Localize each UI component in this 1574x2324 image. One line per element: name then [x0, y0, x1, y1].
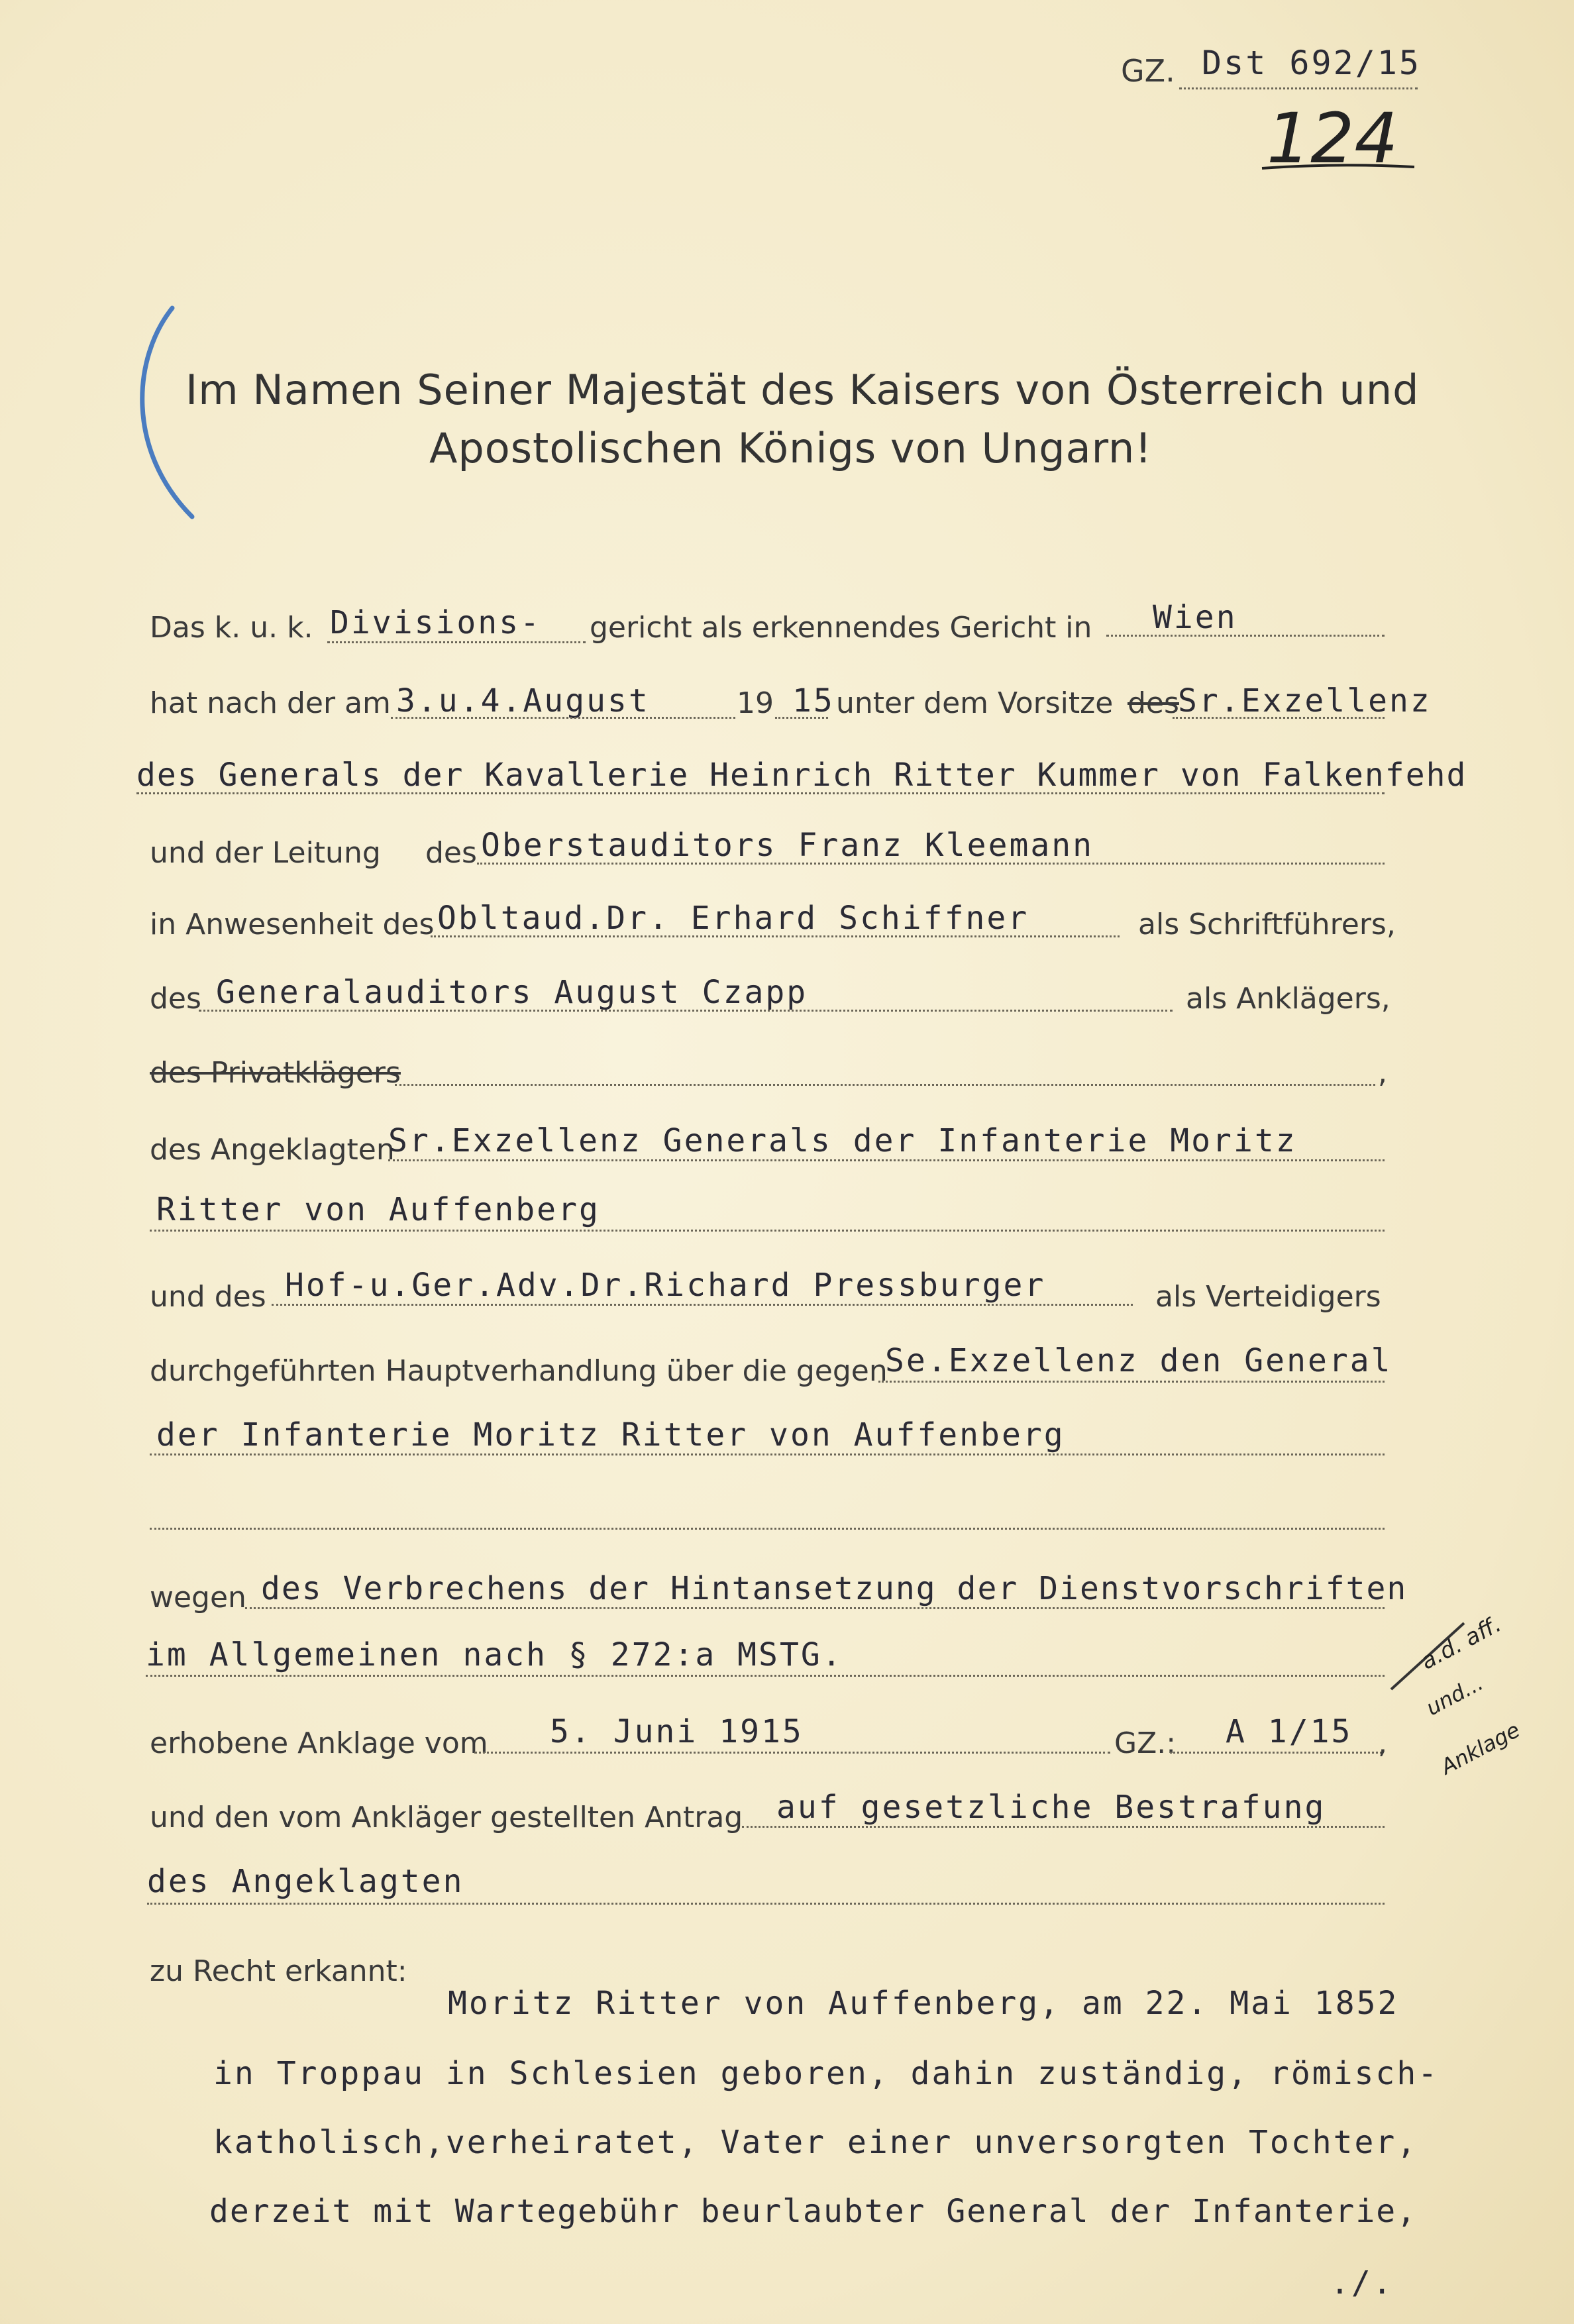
defense-name: Hof-u.Ger.Adv.Dr.Richard Pressburger: [285, 1267, 1046, 1304]
lead-line: [477, 863, 1385, 865]
motion-text: auf gesetzliche Bestrafung: [776, 1789, 1326, 1826]
trial-defendant: der Infanterie Moritz Ritter von Auffenberg: [156, 1416, 1065, 1453]
private-plaintiff-line: [395, 1084, 1375, 1086]
court-type: Divisions-: [330, 604, 541, 641]
motion-line: [742, 1826, 1385, 1828]
hearing-date-line: [391, 717, 735, 719]
gz-label: GZ.: [1121, 53, 1175, 89]
verdict-line-3: katholisch,verheiratet, Vater einer unversorgten Tochter,: [213, 2124, 1418, 2161]
defendant-prefix: des Angeklagten: [150, 1133, 395, 1167]
folio-underline: [1259, 162, 1418, 175]
trial-defendant-line: [150, 1453, 1385, 1455]
indictment-gz-label: GZ.:: [1114, 1726, 1177, 1760]
court-prefix: Das k. u. k.: [150, 611, 313, 645]
court-city-line: [1106, 635, 1385, 637]
indictment-gz-line: [1170, 1752, 1382, 1754]
trial-prefix: durchgeführten Hauptverhandlung über die gegen: [150, 1354, 888, 1388]
hearing-date: 3.u.4.August: [396, 682, 650, 719]
continuation-mark: ./.: [1330, 2264, 1394, 2301]
private-plaintiff-comma: ,: [1378, 1056, 1387, 1090]
indictment-date: 5. Juni 1915: [550, 1713, 804, 1750]
trial-against: Se.Exzellenz den General: [885, 1342, 1392, 1379]
margin-note-1: a.d. aff.: [1416, 1611, 1506, 1675]
chair-name: des Generals der Kavallerie Heinrich Ritter Kummer von Falkenfehd: [136, 757, 1467, 794]
chair-name-line: [136, 792, 1385, 794]
title-line-1: Im Namen Seiner Majestät des Kaisers von Österreich und: [185, 366, 1420, 414]
defense-line: [272, 1304, 1133, 1306]
chair-label: unter dem Vorsitze: [836, 686, 1114, 720]
verdict-line-4: derzeit mit Wartegebühr beurlaubter General der Infanterie,: [209, 2193, 1418, 2230]
defendant-title: Sr.Exzellenz Generals der Infanterie Moritz: [388, 1122, 1297, 1159]
prosecutor-suffix: als Anklägers,: [1186, 982, 1390, 1016]
verdict-label: zu Recht erkannt:: [150, 1954, 407, 1988]
blank-line: [150, 1528, 1385, 1530]
prosecutor-name: Generalauditors August Czapp: [216, 974, 808, 1011]
lead-prefix: und der Leitung: [150, 836, 381, 870]
margin-note-3: Anklage: [1436, 1717, 1524, 1780]
trial-line: [878, 1381, 1385, 1383]
verdict-line-1: Moritz Ritter von Auffenberg, am 22. Mai 1852: [448, 1985, 1399, 2022]
motion-line-2: [147, 1903, 1385, 1905]
charge-prefix: wegen: [150, 1581, 246, 1614]
blue-bracket-mark: [126, 305, 205, 523]
indictment-comma: ,: [1378, 1726, 1387, 1760]
charge-line: [245, 1607, 1385, 1609]
indictment-gz: A 1/15: [1226, 1713, 1353, 1750]
prosecutor-prefix: des: [150, 982, 201, 1016]
margin-note-2: und...: [1422, 1669, 1487, 1721]
gz-line: [1179, 87, 1418, 89]
defense-prefix: und des: [150, 1280, 266, 1314]
clerk-line: [431, 935, 1120, 937]
defendant-name-line: [150, 1230, 1385, 1232]
hearing-prefix: hat nach der am: [150, 686, 391, 720]
chair-des: des: [1128, 686, 1179, 720]
clerk-prefix: in Anwesenheit des: [150, 908, 435, 941]
court-type-line: [327, 641, 586, 643]
indictment-prefix: erhobene Anklage vom: [150, 1726, 488, 1760]
folio-number: 124: [1267, 98, 1398, 179]
defendant-name: Ritter von Auffenberg: [156, 1191, 600, 1228]
gz-number: Dst 692/15: [1202, 44, 1422, 82]
hearing-year-century: 19: [737, 686, 774, 720]
defense-suffix: als Verteidigers: [1155, 1280, 1381, 1314]
court-mid: gericht als erkennendes Gericht in: [590, 611, 1092, 645]
chair-title: Sr.Exzellenz: [1178, 682, 1432, 719]
hearing-year: 15: [792, 682, 835, 719]
court-city: Wien: [1153, 599, 1237, 636]
motion-text-2: des Angeklagten: [147, 1863, 464, 1900]
chair-line: [1173, 717, 1385, 719]
hearing-year-line: [775, 717, 828, 719]
prosecutor-line: [199, 1010, 1173, 1012]
private-plaintiff: des Privatklägers: [150, 1056, 401, 1090]
charge-line-2: [146, 1675, 1385, 1677]
clerk-name: Obltaud.Dr. Erhard Schiffner: [437, 900, 1029, 937]
clerk-suffix: als Schriftführers,: [1138, 908, 1396, 941]
indictment-date-line: [474, 1752, 1110, 1754]
motion-prefix: und den vom Ankläger gestellten Antrag: [150, 1801, 743, 1834]
charge-text-2: im Allgemeinen nach § 272:a MSTG.: [146, 1636, 843, 1673]
lead-name: Oberstauditors Franz Kleemann: [481, 827, 1094, 864]
lead-des: des: [425, 836, 477, 870]
verdict-line-2: in Troppau in Schlesien geboren, dahin zuständig, römisch-: [213, 2055, 1440, 2092]
charge-text: des Verbrechens der Hintansetzung der Dienstvorschriften: [261, 1570, 1408, 1607]
defendant-line: [388, 1159, 1385, 1161]
title-line-2: Apostolischen Königs von Ungarn!: [429, 424, 1153, 472]
